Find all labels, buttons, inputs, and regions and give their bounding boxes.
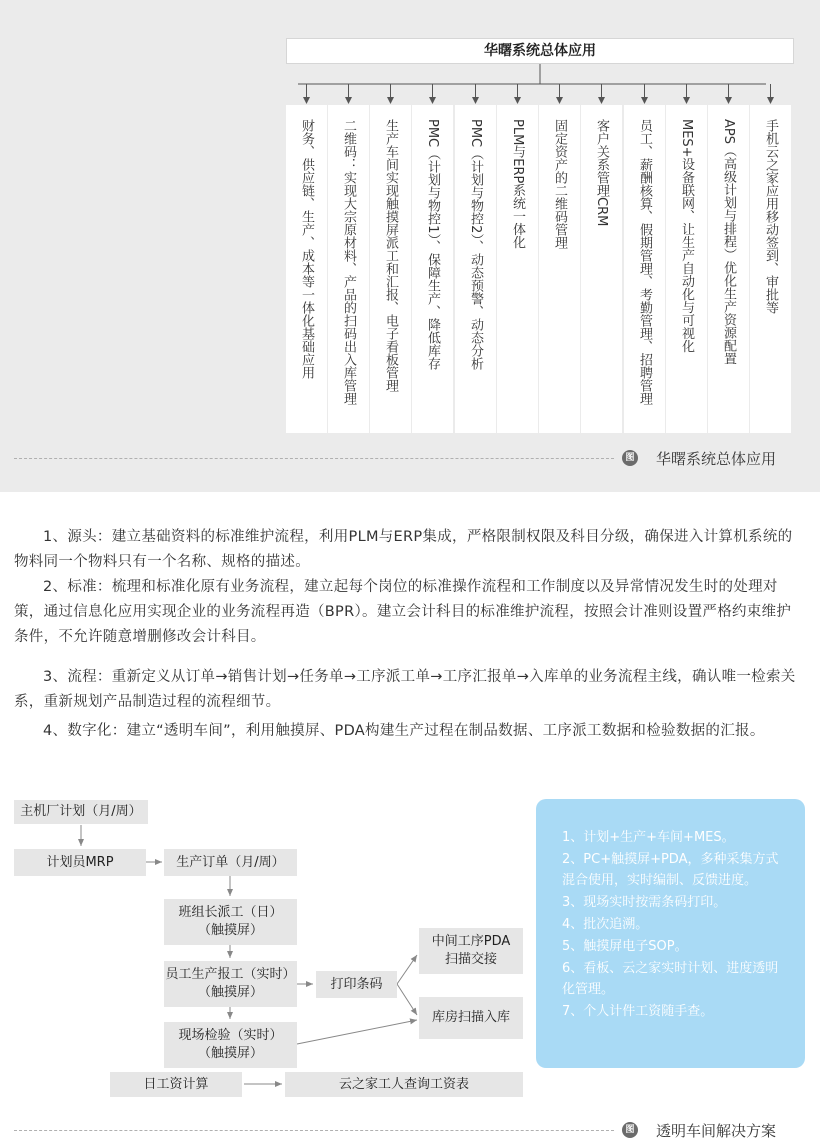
main-plan-box: 主机厂计划（月/周） xyxy=(14,800,148,824)
print-barcode-box: 打印条码 xyxy=(316,971,397,998)
module-label: 二维码：实现大宗原材料、产品的扫码出入库管理 xyxy=(341,119,356,405)
employee-report-line2: （触摸屏） xyxy=(197,985,263,1000)
paragraph-standard: 2、标准：梳理和标准化原有业务流程，建立起每个岗位的标准操作流程和工作制度以及异常情况发生时的处理对策，通过信息化应用实现企业的业务流程再造（BPR）。建立会计科目的标准维护流程，按照会计准则设置严格约束维护条件，不允许随意增删修改会计科目。 xyxy=(14,579,792,645)
paragraph-digitization: 4、数字化：建立“透明车间”，利用触摸屏、PDA构建生产过程在制品数据、工序派工数据和检验数据的汇报。 xyxy=(43,723,765,739)
module-label: MES+设备联网、让生产自动化与可视化 xyxy=(679,119,694,353)
system-title: 华曙系统总体应用 xyxy=(286,38,794,64)
solution-point: 6、看板、云之家实时计划、进度透明化管理。 xyxy=(562,961,779,997)
solution-points-box xyxy=(536,799,805,1068)
mid-process-pda-box xyxy=(419,928,523,974)
team-dispatch-line2: （触摸屏） xyxy=(197,923,263,938)
mrp-box: 计划员MRP xyxy=(14,849,146,876)
module-label: 员工、薪酬核算、假期管理、考勤管理、招聘管理 xyxy=(637,119,652,405)
figure-badge-icon: 图 xyxy=(622,1122,638,1138)
production-order-box: 生产订单（月/周） xyxy=(164,849,297,876)
mid-process-pda-line1: 中间工序PDA xyxy=(431,934,511,949)
paragraph-source: 1、源头：建立基础资料的标准维护流程，利用PLM与ERP集成，严格限制权限及科目分级，确保进入计算机系统的物料同一个物料只有一个名称、规格的描述。 xyxy=(14,529,793,570)
solution-point: 3、现场实时按需条码打印。 xyxy=(562,895,727,910)
figure-caption: 华曙系统总体应用 xyxy=(656,450,777,468)
solution-point: 4、批次追溯。 xyxy=(562,917,649,932)
module-label: 生产车间实现触摸屏派工和汇报、电子看板管理 xyxy=(383,119,398,392)
bottom-caption-divider xyxy=(14,1130,614,1131)
inspection-line1: 现场检验（实时） xyxy=(178,1028,283,1043)
team-dispatch-line1: 班组长派工（日） xyxy=(178,905,283,920)
wage-query-box: 云之家工人查询工资表 xyxy=(285,1072,523,1097)
inspection-box xyxy=(164,1022,297,1068)
inspection-line2: （触摸屏） xyxy=(197,1046,263,1061)
module-label: PLM与ERP系统一体化 xyxy=(510,119,525,249)
paragraph-process: 3、流程：重新定义从订单→销售计划→任务单→工序派工单→工序汇报单→入库单的业务流程主线，确认唯一检索关系，重新规划产品制造过程的流程细节。 xyxy=(14,669,796,710)
solution-point: 7、个人计件工资随手查。 xyxy=(562,1004,714,1019)
figure-badge-icon: 图 xyxy=(622,450,638,466)
solution-point: 1、计划+生产+车间+MES。 xyxy=(562,830,735,845)
mid-process-pda-line2: 扫描交接 xyxy=(444,952,497,967)
module-label: PMC（计划与物控2）、动态预警、动态分析 xyxy=(468,119,483,370)
module-label: 客户关系管理CRM xyxy=(594,119,609,227)
warehouse-scan-box: 库房扫描入库 xyxy=(419,997,523,1039)
solution-point: 2、PC+触摸屏+PDA，多种采集方式混合使用，实时编制、反馈进度。 xyxy=(562,852,779,888)
module-label: 固定资产的二维码管理 xyxy=(552,119,567,249)
daily-wage-box: 日工资计算 xyxy=(110,1072,242,1097)
module-label: 手机云之家应用移动签到、审批等 xyxy=(763,119,778,314)
bottom-figure-caption: 透明车间解决方案 xyxy=(656,1122,777,1140)
employee-report-box xyxy=(164,961,297,1007)
employee-report-line1: 员工生产报工（实时） xyxy=(165,967,296,982)
solution-point: 5、触摸屏电子SOP。 xyxy=(562,939,688,954)
team-dispatch-box xyxy=(164,899,297,945)
module-label: APS（高级计划与排程）优化生产资源配置 xyxy=(721,119,736,365)
module-label: 财务、供应链、生产、成本等一体化基础应用 xyxy=(299,119,314,379)
module-label: PMC（计划与物控1）、保障生产、降低库存 xyxy=(425,119,440,370)
